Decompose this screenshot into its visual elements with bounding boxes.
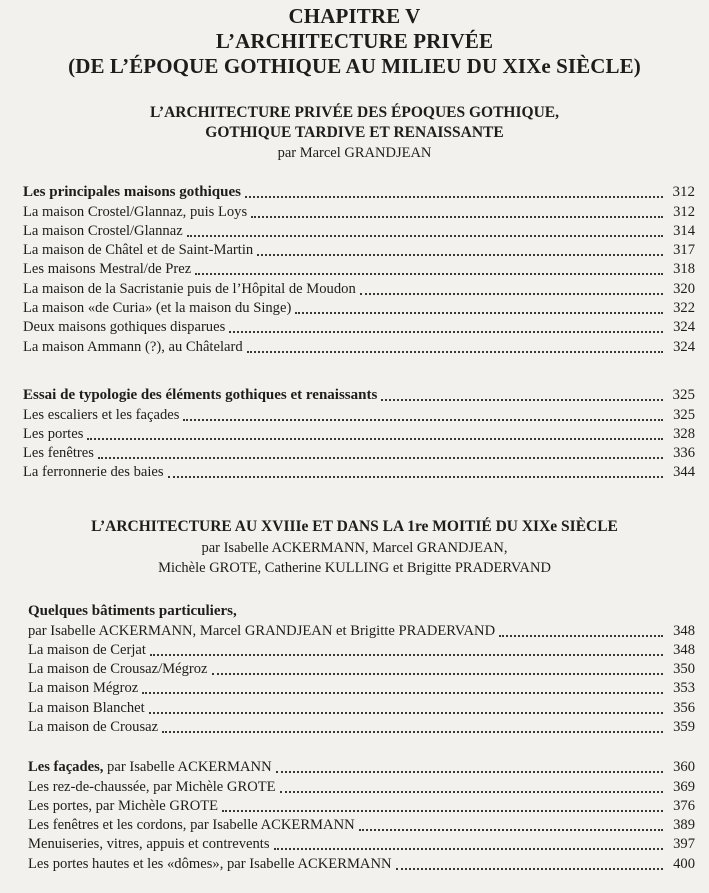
- toc-page-number: 348: [673, 641, 695, 658]
- toc-group-title: Les principales maisons gothiques: [23, 184, 241, 201]
- toc-entry[interactable]: [28, 718, 695, 737]
- toc-entry[interactable]: [23, 299, 695, 318]
- toc-entry-label: Les portes hautes et les «dômes», par Isabelle ACKERMANN: [28, 855, 392, 872]
- toc-entry-label: Les portes, par Michèle GROTE: [28, 797, 219, 814]
- toc-page-number: 360: [673, 759, 695, 776]
- leader-dots: [229, 330, 663, 333]
- leader-dots: [245, 195, 663, 198]
- toc-entry-label: La maison de Cerjat: [28, 641, 146, 658]
- toc-entry[interactable]: [28, 777, 695, 796]
- toc-entry[interactable]: [23, 444, 695, 463]
- part1-heading-line2: GOTHIQUE TARDIVE ET RENAISSANTE: [205, 124, 504, 141]
- leader-dots: [360, 292, 663, 295]
- part1-byline: par Marcel GRANDJEAN: [277, 145, 432, 161]
- toc-entry-label: Les fenêtres: [23, 445, 94, 462]
- toc-page-number: 359: [673, 719, 695, 736]
- leader-dots: [251, 215, 663, 218]
- toc-entry[interactable]: [23, 279, 695, 298]
- leader-dots: [142, 691, 663, 694]
- toc-page-number: 350: [673, 661, 695, 678]
- leader-dots: [87, 437, 663, 440]
- toc-group-title: Les façades,: [28, 759, 104, 776]
- toc-group-title: Quelques bâtiments particuliers,: [28, 603, 237, 620]
- toc-group-subtitle: par Isabelle ACKERMANN, Marcel GRANDJEAN et Brigitte PRADERVAND: [28, 622, 496, 639]
- toc-entry[interactable]: [23, 318, 695, 337]
- toc-page-number: 344: [673, 464, 695, 481]
- leader-dots: [257, 253, 663, 256]
- toc-entry[interactable]: [23, 425, 695, 444]
- toc-page-number: 376: [673, 797, 695, 814]
- toc-entry-label: Les fenêtres et les cordons, par Isabelle ACKERMANN: [28, 817, 355, 834]
- toc-entry[interactable]: [28, 835, 695, 854]
- toc-entry[interactable]: [23, 241, 695, 260]
- leader-dots: [149, 711, 663, 714]
- toc-group-title-rest: par Isabelle ACKERMANN: [103, 759, 272, 776]
- leader-dots: [276, 770, 663, 773]
- toc-page-number: 400: [673, 855, 695, 872]
- leader-dots: [98, 456, 663, 459]
- toc-entry[interactable]: [23, 202, 695, 221]
- toc-entry-label: La maison Blanchet: [28, 699, 145, 716]
- toc-group-heading[interactable]: [28, 758, 695, 777]
- leader-dots: [150, 653, 663, 656]
- toc-page-number: 318: [673, 261, 695, 278]
- leader-dots: [247, 350, 663, 353]
- toc-page-number: 389: [673, 817, 695, 834]
- toc-page-number: 324: [673, 319, 695, 336]
- toc-entry[interactable]: [28, 797, 695, 816]
- toc-group-heading[interactable]: [23, 183, 695, 202]
- leader-dots: [274, 847, 663, 850]
- toc-entry-label: Les escaliers et les façades: [23, 406, 180, 423]
- toc-entry-label: Deux maisons gothiques disparues: [23, 319, 226, 336]
- leader-dots: [222, 809, 663, 812]
- leader-dots: [396, 867, 663, 870]
- toc-group-facades: [28, 758, 695, 874]
- leader-dots: [183, 418, 663, 421]
- leader-dots: [187, 234, 663, 237]
- toc-page-number: 353: [673, 680, 695, 697]
- toc-entry[interactable]: [28, 641, 695, 660]
- leader-dots: [381, 398, 663, 401]
- toc-entry-label: La maison «de Curia» (et la maison du Singe): [23, 300, 292, 317]
- part1-heading-line1: L’ARCHITECTURE PRIVÉE DES ÉPOQUES GOTHIQUE,: [150, 104, 559, 121]
- toc-entry-label: Menuiseries, vitres, appuis et contrevents: [28, 836, 270, 853]
- toc-entry-label: Les rez-de-chaussée, par Michèle GROTE: [28, 778, 276, 795]
- part2-byline-line2: Michèle GROTE, Catherine KULLING et Brigitte PRADERVAND: [158, 560, 551, 576]
- toc-entry-label: La maison de Crousaz/Mégroz: [28, 661, 208, 678]
- toc-entry[interactable]: [23, 222, 695, 241]
- toc-entry[interactable]: [23, 260, 695, 279]
- leader-dots: [162, 730, 663, 733]
- toc-entry[interactable]: [28, 816, 695, 835]
- chapter-title: L’ARCHITECTURE PRIVÉE: [215, 29, 494, 53]
- toc-entry[interactable]: [28, 660, 695, 679]
- toc-group-title-wrap: [28, 758, 272, 777]
- toc-page-number: 312: [672, 184, 695, 201]
- toc-page-number: 314: [673, 222, 695, 239]
- toc-entry-label: La maison de Châtel et de Saint-Martin: [23, 242, 254, 259]
- toc-page-number: 325: [672, 387, 695, 404]
- toc-page-number: 325: [673, 406, 695, 423]
- toc-page-number: 317: [673, 242, 695, 259]
- leader-dots: [212, 672, 663, 675]
- toc-group-heading[interactable]: [28, 602, 695, 621]
- toc-group-principales-maisons: [23, 183, 695, 357]
- toc-group-subtitle-line[interactable]: [28, 621, 695, 640]
- toc-entry[interactable]: [23, 337, 695, 356]
- toc-group-heading[interactable]: [23, 386, 695, 405]
- toc-page-number: 336: [673, 445, 695, 462]
- leader-dots: [295, 311, 663, 314]
- toc-page-number: 312: [673, 203, 695, 220]
- toc-page-number: 324: [673, 338, 695, 355]
- toc-entry[interactable]: [28, 679, 695, 698]
- toc-entry-label: La maison Ammann (?), au Châtelard: [23, 338, 243, 355]
- leader-dots: [168, 475, 663, 478]
- leader-dots: [499, 634, 663, 637]
- toc-page-number: 328: [673, 425, 695, 442]
- toc-entry[interactable]: [23, 463, 695, 482]
- toc-group-title: Essai de typologie des éléments gothiques et renaissants: [23, 387, 378, 404]
- chapter-number: CHAPITRE V: [288, 4, 421, 28]
- part2-heading: L’ARCHITECTURE AU XVIIIe ET DANS LA 1re MOITIÉ DU XIXe SIÈCLE: [91, 518, 618, 535]
- toc-group-batiments: [28, 602, 695, 737]
- toc-page-number: 369: [673, 778, 695, 795]
- toc-entry[interactable]: [23, 405, 695, 424]
- leader-dots: [195, 272, 663, 275]
- toc-entry-label: Les maisons Mestral/de Prez: [23, 261, 192, 278]
- leader-dots: [280, 790, 663, 793]
- toc-page-number: 348: [673, 622, 695, 639]
- chapter-subtitle: (DE L’ÉPOQUE GOTHIQUE AU MILIEU DU XIXe SIÈCLE): [68, 54, 641, 78]
- toc-entry[interactable]: [28, 854, 695, 873]
- leader-dots: [359, 828, 663, 831]
- toc-page-number: 397: [673, 836, 695, 853]
- toc-entry-label: La maison de Crousaz: [28, 719, 159, 736]
- toc-page-number: 322: [673, 300, 695, 317]
- toc-entry-label: La maison Mégroz: [28, 680, 139, 697]
- toc-entry-label: La maison Crostel/Glannaz: [23, 222, 183, 239]
- toc-page-number: 356: [673, 699, 695, 716]
- toc-group-typologie: [23, 386, 695, 482]
- toc-entry[interactable]: [28, 698, 695, 717]
- toc-entry-label: La maison Crostel/Glannaz, puis Loys: [23, 203, 248, 220]
- toc-entry-label: La maison de la Sacristanie puis de l’Hôpital de Moudon: [23, 280, 356, 297]
- toc-page-number: 320: [673, 280, 695, 297]
- part2-byline-line1: par Isabelle ACKERMANN, Marcel GRANDJEAN,: [201, 540, 508, 556]
- toc-entry-label: Les portes: [23, 425, 84, 442]
- toc-entry-label: La ferronnerie des baies: [23, 464, 164, 481]
